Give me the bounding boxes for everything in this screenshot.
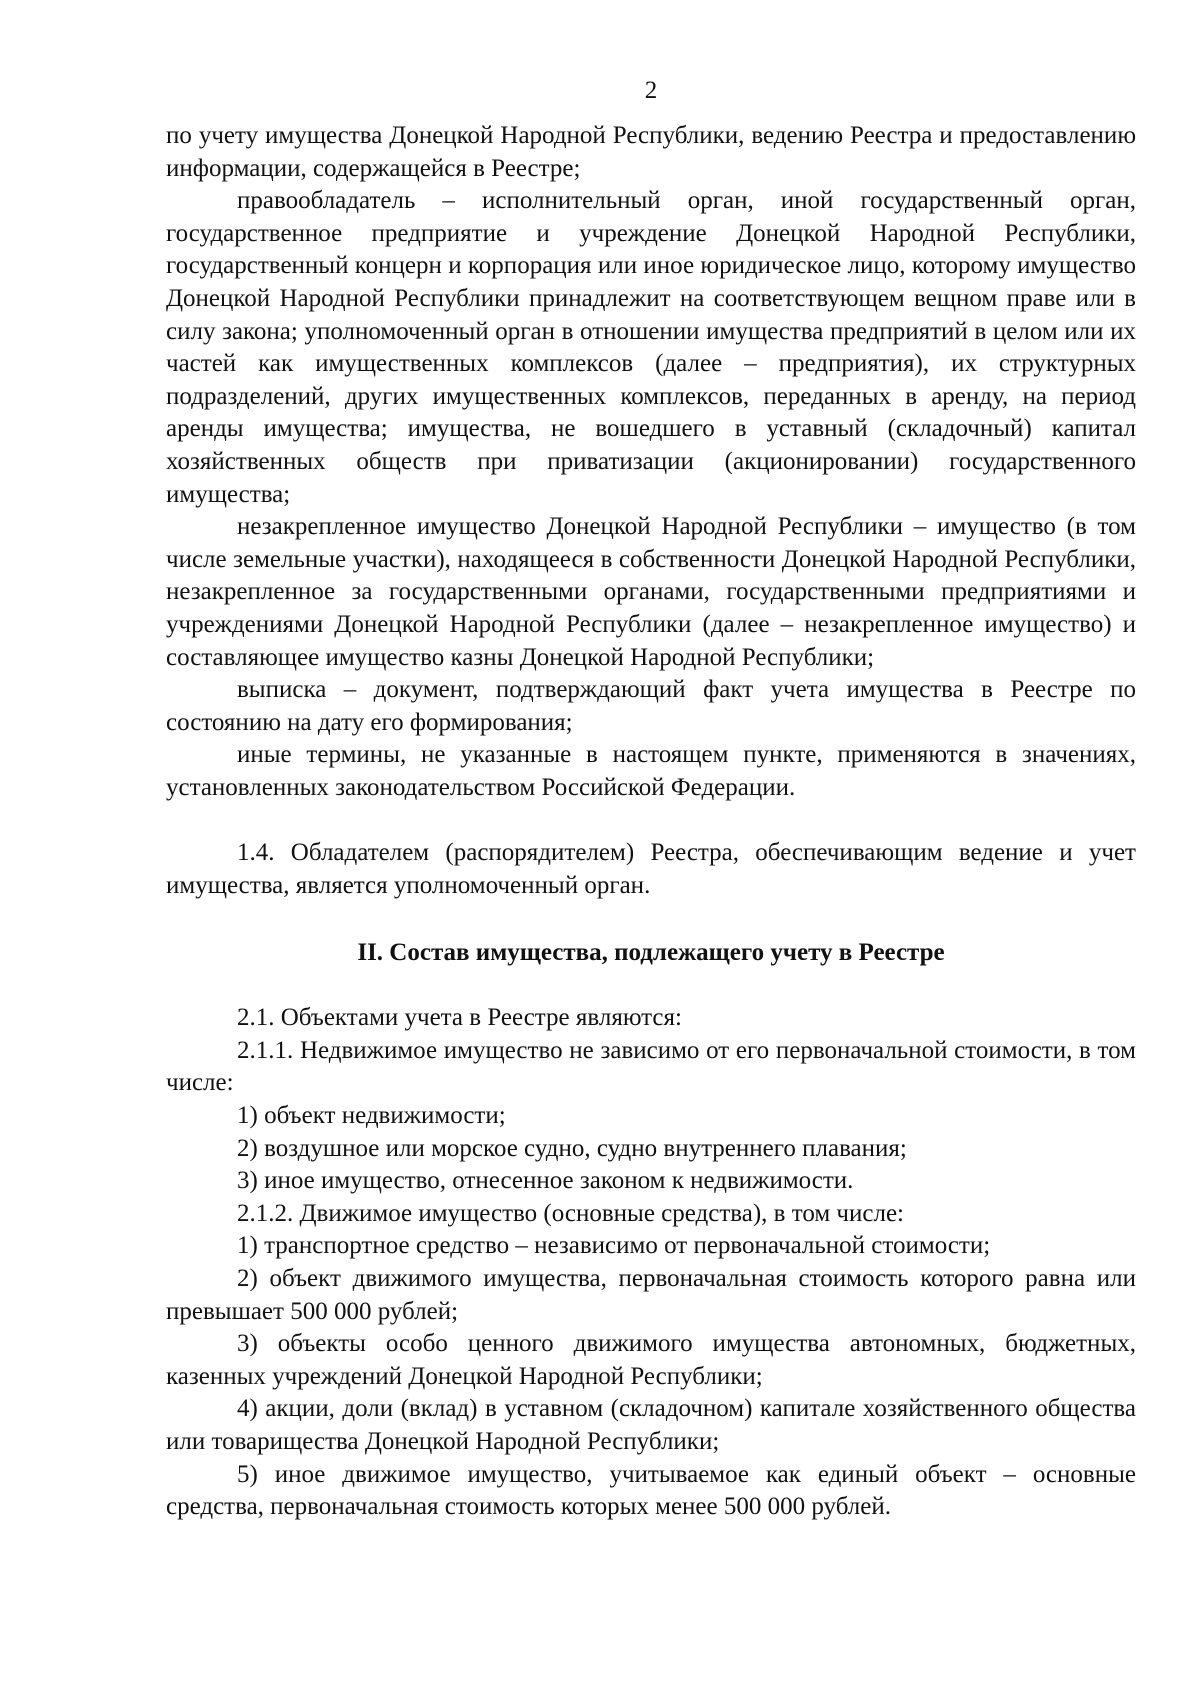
paragraph-1-4: 1.4. Обладателем (распорядителем) Реестра, обеспечивающим ведение и учет имущества, является уполномоченный орган. [166, 839, 1136, 900]
list-item: 3) иное имущество, отнесенное законом к недвижимости. [237, 1167, 854, 1195]
paragraph-2-1-2: 2.1.2. Движимое имущество (основные средства), в том числе: [237, 1199, 904, 1227]
section-heading: II. Состав имущества, подлежащего учету в Реестре [357, 938, 945, 966]
page-number: 2 [644, 77, 658, 104]
list-item: 2) объект движимого имущества, первоначальная стоимость которого равна или превышает 500 000 рублей; [166, 1265, 1136, 1325]
paragraph-continuation: по учету имущества Донецкой Народной Республики, ведению Реестра и предоставлению информации, содержащейся в Реестре; [166, 122, 1136, 182]
document-page [166, 0, 1136, 1696]
paragraph-definition-unassigned-property: незакрепленное имущество Донецкой Народной Республики – имущество (в том числе земельные участки), находящееся в собственности Донецкой Народной Республики, незакрепленное за государственными органами, государственными предприятиями и учреждениями Донецкой Народной Республики (далее – незакрепленное имущество) и составляющее имущество казны Донецкой Народной Республики; [166, 513, 1136, 671]
list-item: 5) иное движимое имущество, учитываемое как единый объект – основные средства, первоначальная стоимость которых менее 500 000 рублей. [166, 1460, 1136, 1521]
paragraph-other-terms: иные термины, не указанные в настоящем пункте, применяются в значениях, установленных законодательством Российской Федерации. [166, 741, 1136, 801]
list-item: 3) объекты особо ценного движимого имущества автономных, бюджетных, казенных учреждений Донецкой Народной Республики; [166, 1330, 1136, 1390]
paragraph-definition-extract: выписка – документ, подтверждающий факт учета имущества в Реестре по состоянию на дату его формирования; [166, 676, 1136, 736]
paragraph-2-1-1: 2.1.1. Недвижимое имущество не зависимо от его первоначальной стоимости, в том числе: [166, 1036, 1136, 1097]
list-item: 1) транспортное средство – независимо от первоначальной стоимости; [237, 1232, 991, 1260]
document-body [166, 120, 1136, 1524]
list-item: 2) воздушное или морское судно, судно внутреннего плавания; [237, 1134, 907, 1162]
paragraph-2-1: 2.1. Объектами учета в Реестре являются: [237, 1004, 682, 1032]
list-item: 4) акции, доли (вклад) в уставном (складочном) капитале хозяйственного общества или товарищества Донецкой Народной Республики; [166, 1395, 1136, 1455]
list-item: 1) объект недвижимости; [237, 1102, 506, 1130]
paragraph-definition-rightholder: правообладатель – исполнительный орган, иной государственный орган, государственное предприятие и учреждение Донецкой Народной Республики, государственный концерн и корпорация или иное юридическое лицо, которому имущество Донецкой Народной Республики принадлежит на соответствующем вещном праве или в силу закона; уполномоченный орган в отношении имущества предприятий в целом или их частей как имущественных комплексов (далее – предприятия), их структурных подразделений, других имущественных комплексов, переданных в аренду, на период аренды имущества; имущества, не вошедшего в уставный (складочный) капитал хозяйственных обществ при приватизации (акционировании) государственного имущества; [166, 187, 1136, 508]
